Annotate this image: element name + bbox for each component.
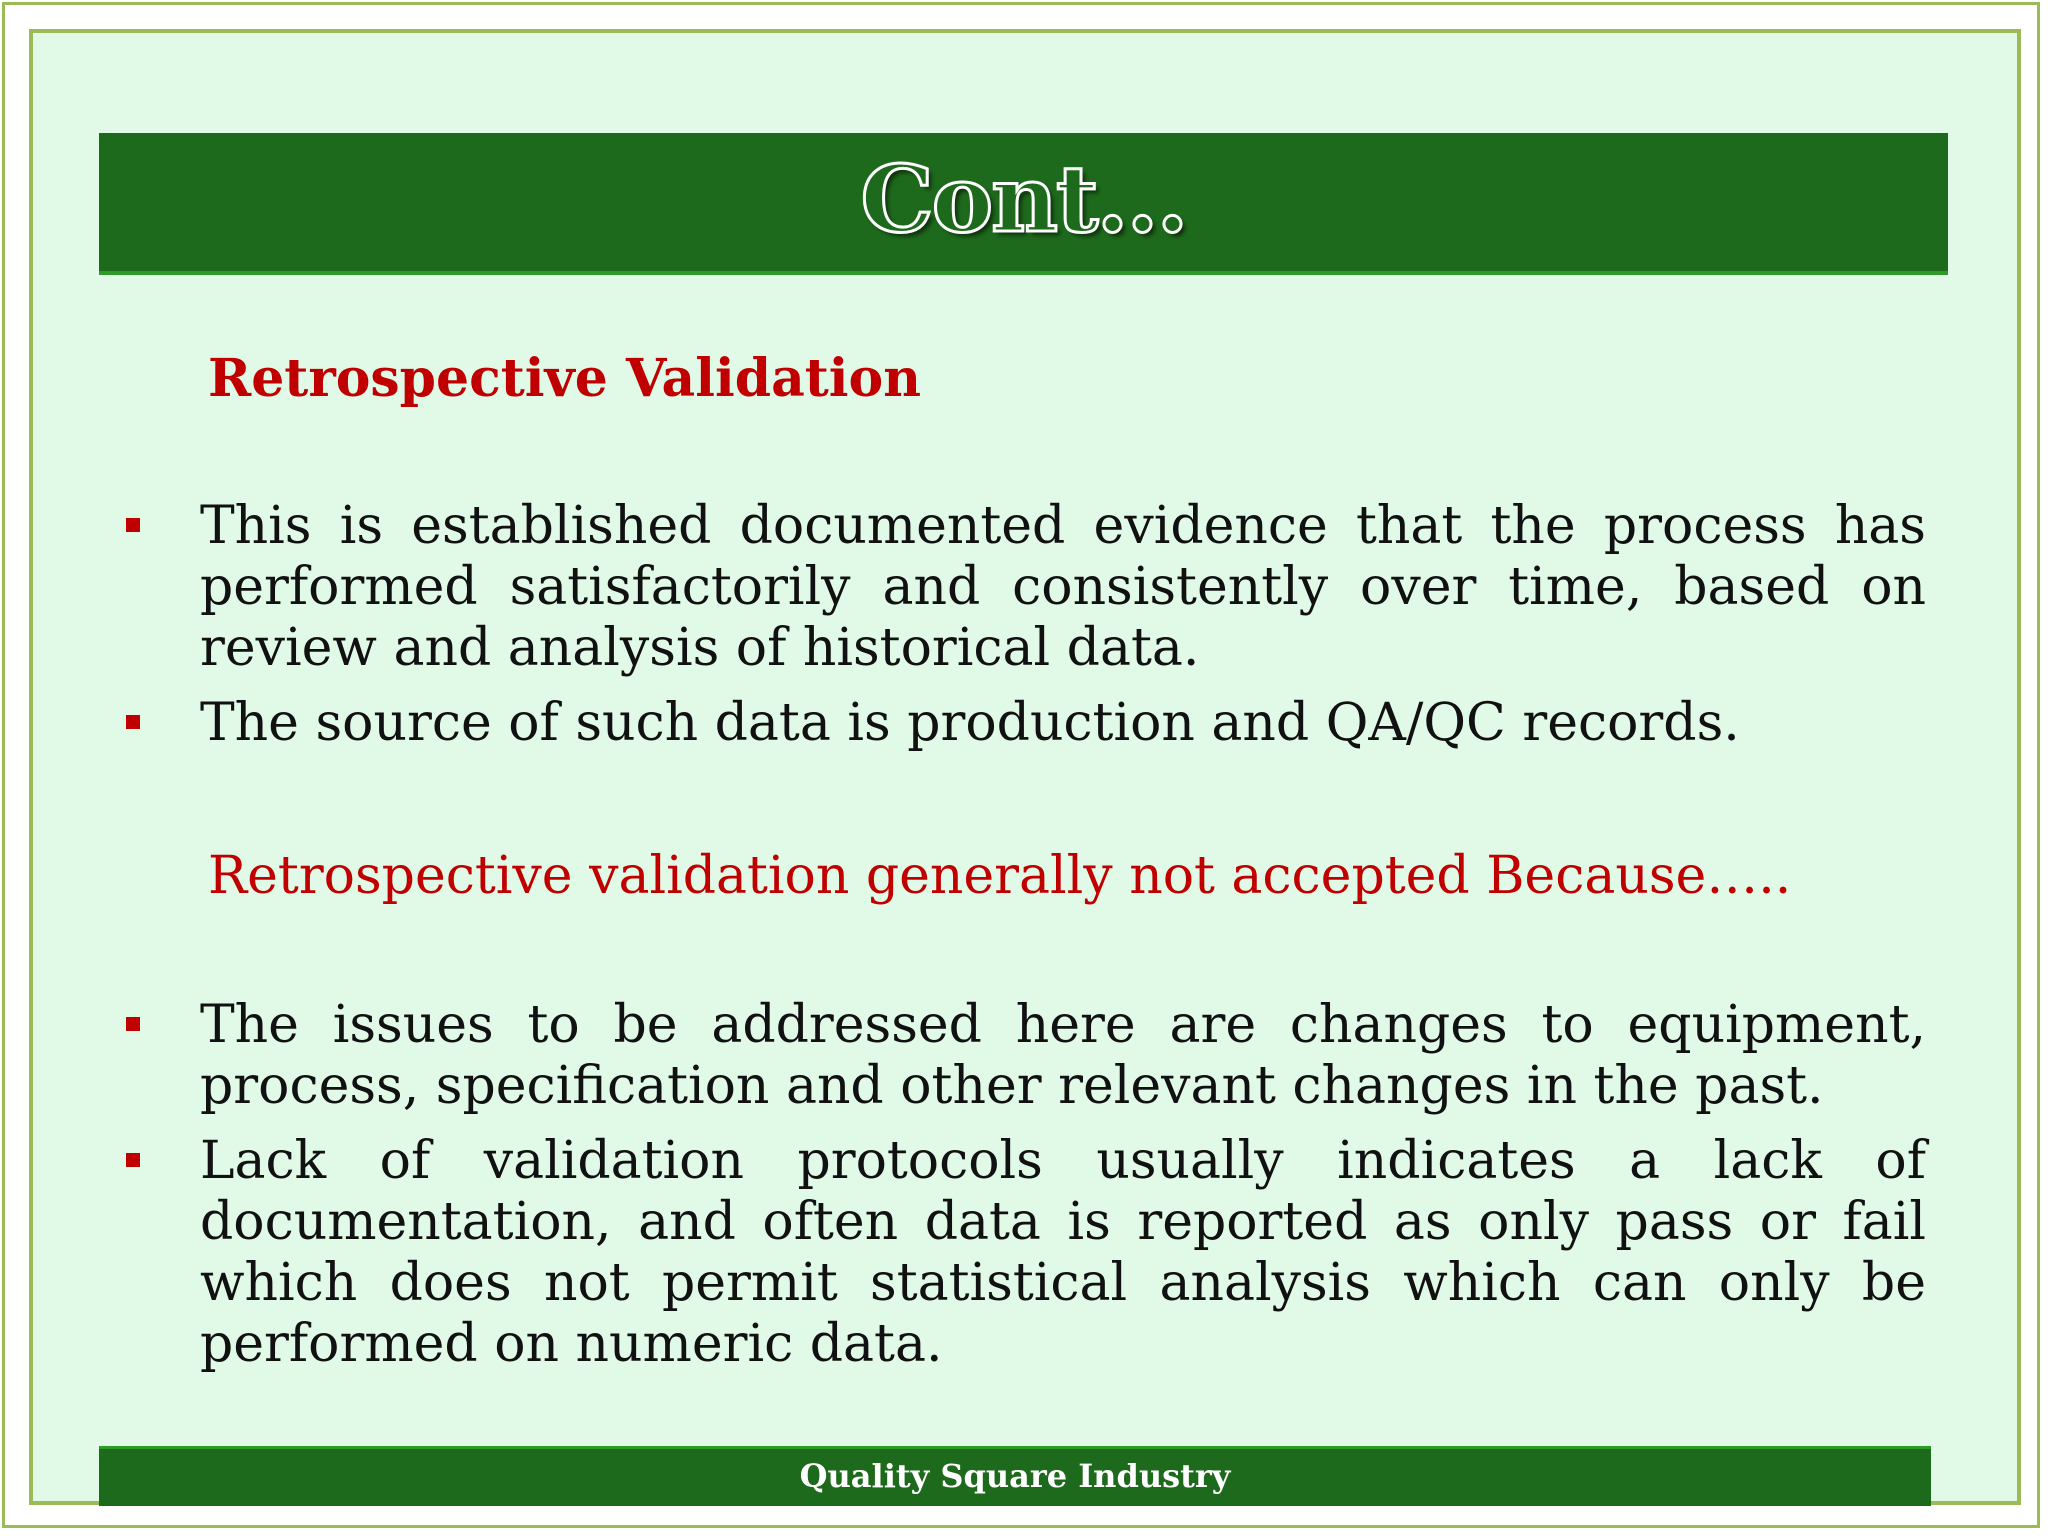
title-bar bbox=[99, 133, 1948, 275]
list-item bbox=[126, 995, 1926, 1117]
square-bullet-icon bbox=[126, 518, 140, 532]
square-bullet-icon bbox=[126, 715, 140, 729]
footer-bar bbox=[99, 1446, 1931, 1506]
square-bullet-icon bbox=[126, 1153, 140, 1167]
bullet-list-primary bbox=[126, 496, 1926, 768]
bullet-text: This is established documented evidence that the process has performed satisfactorily and consistently over time, based on review and analysis of historical data. bbox=[200, 496, 1926, 678]
section-heading-not-accepted: Retrospective validation generally not accepted Because….. bbox=[208, 846, 1792, 906]
list-item bbox=[126, 1131, 1926, 1375]
slide-title: Cont… bbox=[860, 145, 1187, 253]
list-item bbox=[126, 496, 1926, 679]
footer-company-name: Quality Square Industry bbox=[799, 1456, 1231, 1495]
bullet-text: Lack of validation protocols usually indicates a lack of documentation, and often data is reported as only pass or fail which does not permit statistical analysis which can only be performed on numeric data. bbox=[200, 1131, 1926, 1374]
bullet-text: The issues to be addressed here are changes to equipment, process, specification and other relevant changes in the past. bbox=[200, 995, 1926, 1116]
square-bullet-icon bbox=[126, 1017, 140, 1031]
list-item bbox=[126, 693, 1926, 754]
section-heading-retrospective-validation: Retrospective Validation bbox=[208, 348, 922, 409]
bullet-text: The source of such data is production and QA/QC records. bbox=[200, 693, 1740, 753]
bullet-list-secondary bbox=[126, 995, 1926, 1389]
